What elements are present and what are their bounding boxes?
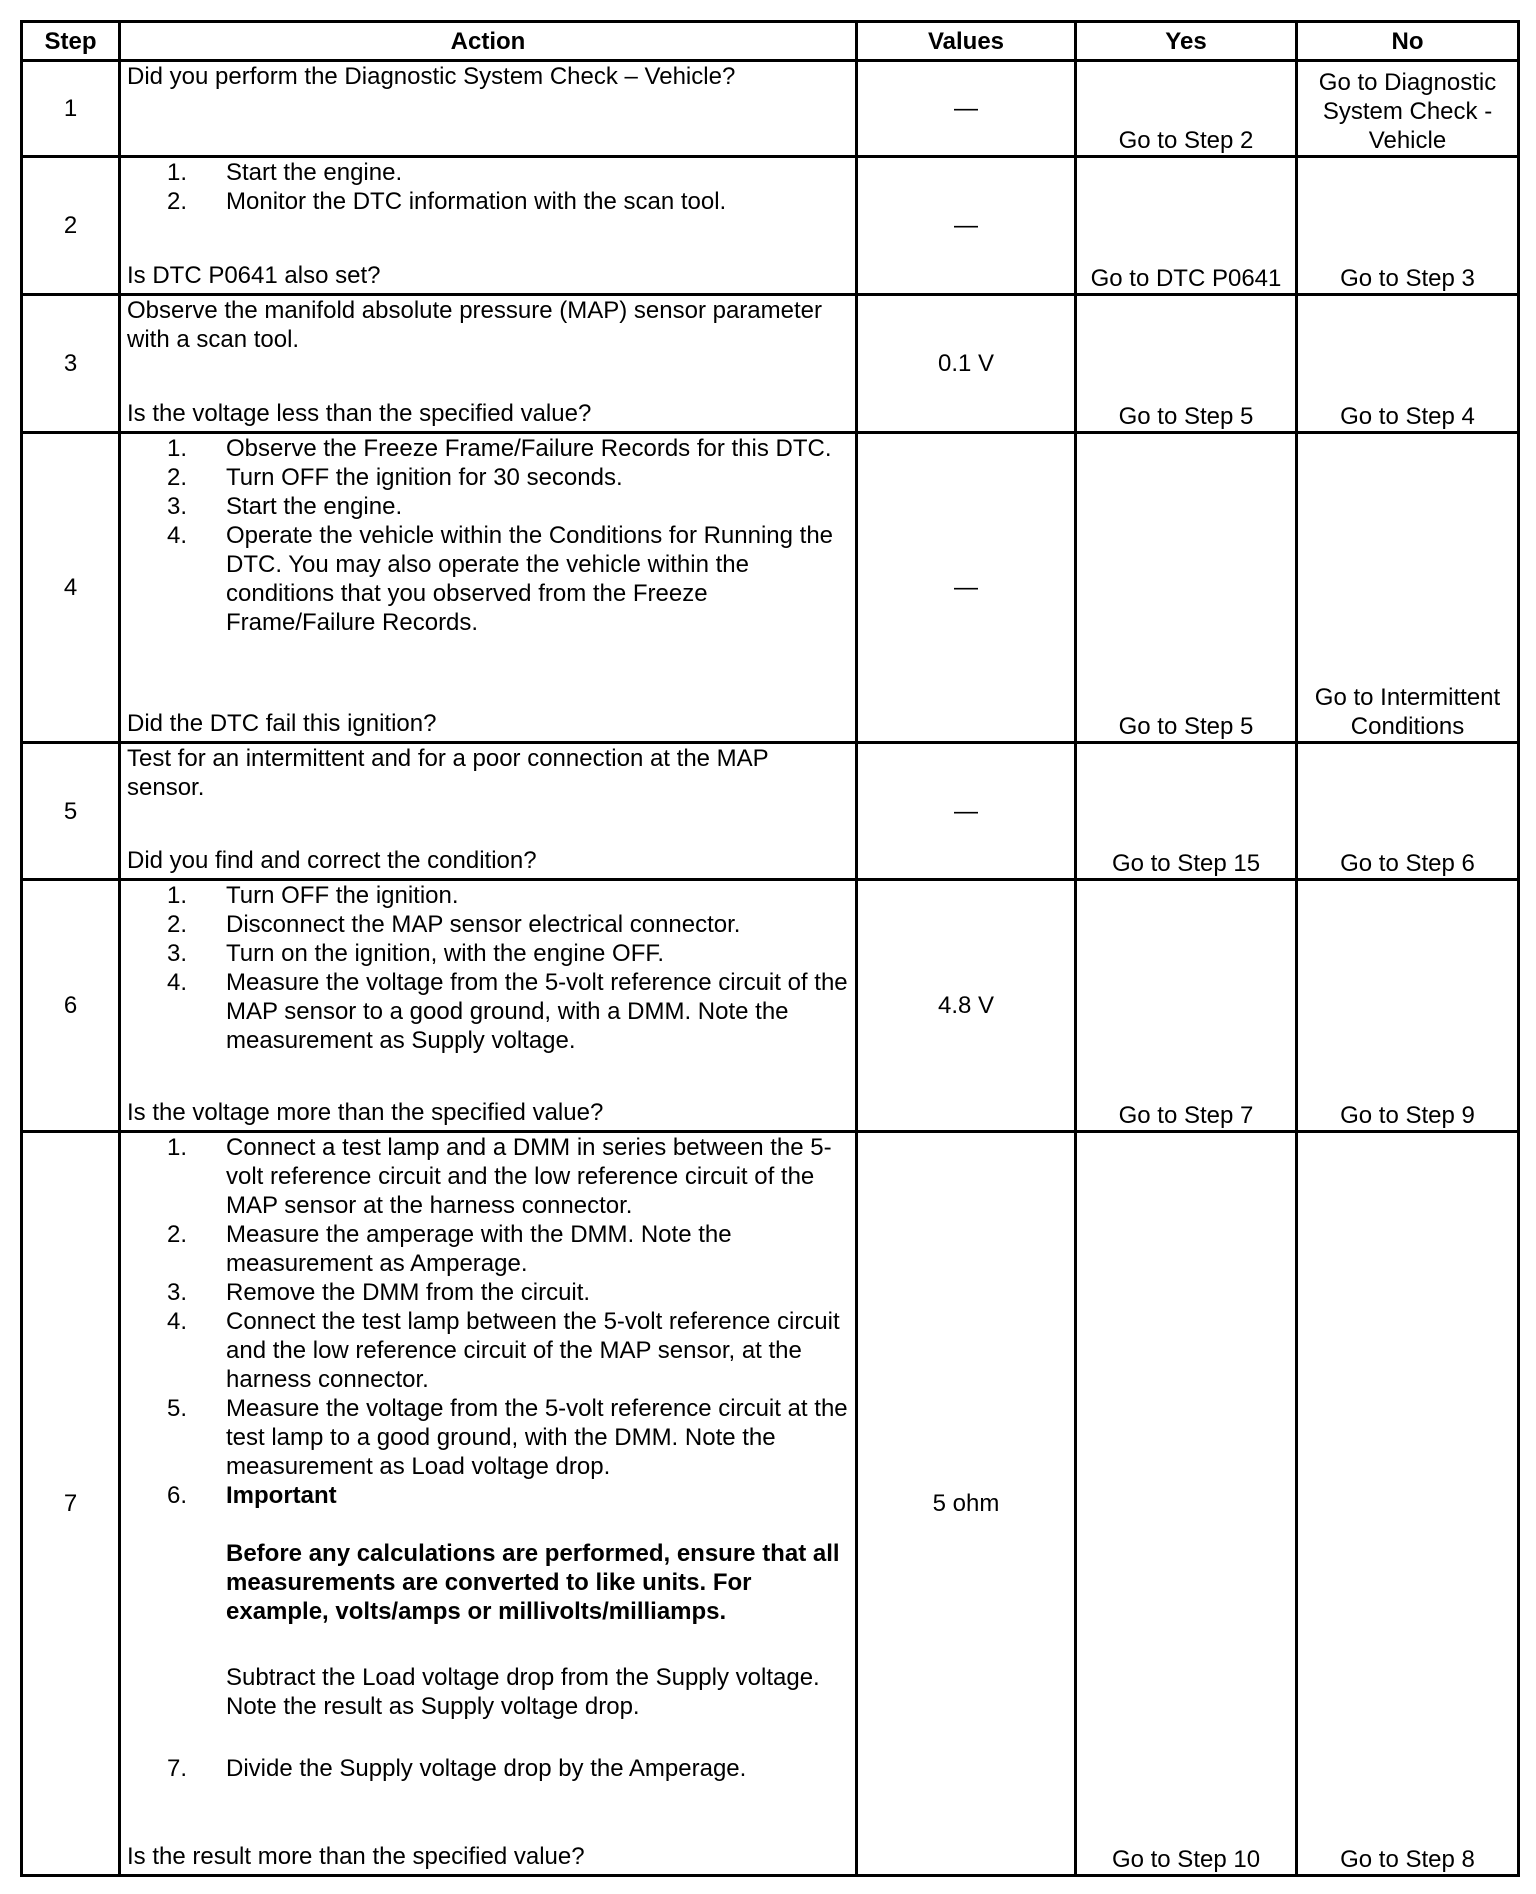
no-cell: Go to Step 4 bbox=[1297, 295, 1519, 433]
no-cell: Go to Step 8 bbox=[1297, 1132, 1519, 1876]
list-item: 3. Turn on the ignition, with the engine OFF. bbox=[166, 940, 665, 967]
action-steps bbox=[127, 1754, 849, 1783]
header-row bbox=[22, 22, 1519, 61]
step-number: 4 bbox=[22, 433, 120, 743]
yes-cell: Go to Step 5 bbox=[1076, 433, 1297, 743]
action-text: Test for an intermittent and for a poor connection at the MAP sensor. bbox=[127, 745, 769, 801]
value-cell: — bbox=[857, 61, 1076, 157]
list-item: 3. Remove the DMM from the circuit. bbox=[166, 1279, 591, 1306]
value-cell: — bbox=[857, 743, 1076, 880]
step-number: 6 bbox=[22, 880, 120, 1132]
action-steps bbox=[127, 881, 849, 1098]
action-steps bbox=[127, 158, 849, 261]
no-cell: Go to Step 3 bbox=[1297, 157, 1519, 295]
action-cell bbox=[120, 743, 857, 880]
yes-cell: Go to Step 10 bbox=[1076, 1132, 1297, 1876]
list-item: 1. Start the engine. bbox=[166, 159, 403, 186]
action-question: Did you find and correct the condition? bbox=[127, 847, 537, 874]
action-text: Observe the manifold absolute pressure (MAP) sensor parameter with a scan tool. bbox=[127, 297, 822, 353]
value-cell: 4.8 V bbox=[857, 880, 1076, 1132]
action-cell bbox=[120, 295, 857, 433]
list-item: 5. Measure the voltage from the 5-volt reference circuit at the test lamp to a good ground, with the DMM. Note the measurement as Load voltage drop. bbox=[166, 1395, 848, 1480]
action-text: Did you perform the Diagnostic System Check – Vehicle? bbox=[127, 63, 736, 90]
important-label: Important bbox=[226, 1482, 337, 1509]
step-number: 3 bbox=[22, 295, 120, 433]
list-item: 2. Monitor the DTC information with the scan tool. bbox=[166, 188, 727, 215]
list-item: 3. Start the engine. bbox=[166, 493, 403, 520]
action-cell bbox=[120, 61, 857, 157]
action-steps bbox=[127, 1133, 849, 1510]
value-cell: 5 ohm bbox=[857, 1132, 1076, 1876]
action-question: Is the voltage more than the specified value? bbox=[127, 1099, 604, 1126]
step-number: 1 bbox=[22, 61, 120, 157]
header-yes: Yes bbox=[1076, 22, 1297, 61]
action-question: Did the DTC fail this ignition? bbox=[127, 710, 437, 737]
action-cell bbox=[120, 433, 857, 743]
important-note: Before any calculations are performed, ensure that all measurements are converted to like units. For example, volts/amps or millivolts/milliamps. bbox=[226, 1540, 840, 1625]
yes-cell: Go to Step 2 bbox=[1076, 61, 1297, 157]
no-cell: Go to Step 9 bbox=[1297, 880, 1519, 1132]
action-question: Is the result more than the specified value? bbox=[127, 1843, 585, 1870]
header-values: Values bbox=[857, 22, 1076, 61]
yes-cell: Go to Step 15 bbox=[1076, 743, 1297, 880]
value-cell: — bbox=[857, 157, 1076, 295]
table-row-step-5 bbox=[22, 743, 1519, 880]
table-row-step-2 bbox=[22, 157, 1519, 295]
action-cell bbox=[120, 1132, 857, 1876]
list-item: 2. Measure the amperage with the DMM. Note the measurement as Amperage. bbox=[166, 1221, 732, 1277]
table-row-step-6 bbox=[22, 880, 1519, 1132]
table-row-step-7 bbox=[22, 1132, 1519, 1876]
list-item: 7. Divide the Supply voltage drop by the Amperage. bbox=[166, 1755, 747, 1782]
table-row-step-1 bbox=[22, 61, 1519, 157]
action-cell bbox=[120, 157, 857, 295]
diagnostic-table bbox=[20, 20, 1520, 1877]
yes-cell: Go to Step 5 bbox=[1076, 295, 1297, 433]
no-cell: Go to Step 6 bbox=[1297, 743, 1519, 880]
list-item: 1. Turn OFF the ignition. bbox=[166, 882, 459, 909]
value-cell: 0.1 V bbox=[857, 295, 1076, 433]
subtract-note: Subtract the Load voltage drop from the Supply voltage. Note the result as Supply voltage drop. bbox=[226, 1664, 820, 1720]
list-item: 2. Turn OFF the ignition for 30 seconds. bbox=[166, 464, 623, 491]
value-cell: — bbox=[857, 433, 1076, 743]
no-cell: Go to Intermittent Conditions bbox=[1297, 433, 1519, 743]
list-item: 4. Connect the test lamp between the 5-volt reference circuit and the low reference circuit of the MAP sensor, at the harness connector. bbox=[166, 1308, 840, 1393]
yes-cell: Go to DTC P0641 bbox=[1076, 157, 1297, 295]
list-item: 4. Measure the voltage from the 5-volt reference circuit of the MAP sensor to a good ground, with a DMM. Note the measurement as Supply voltage. bbox=[166, 969, 848, 1054]
table-row-step-4 bbox=[22, 433, 1519, 743]
step-number: 5 bbox=[22, 743, 120, 880]
list-item: 2. Disconnect the MAP sensor electrical connector. bbox=[166, 911, 741, 938]
action-question: Is the voltage less than the specified value? bbox=[127, 400, 592, 427]
header-no: No bbox=[1297, 22, 1519, 61]
no-cell: Go to Diagnostic System Check - Vehicle bbox=[1297, 61, 1519, 157]
list-item: 4. Operate the vehicle within the Conditions for Running the DTC. You may also operate the vehicle within the conditions that you observed from the Freeze Frame/Failure Records. bbox=[166, 522, 834, 636]
list-item: 1. Observe the Freeze Frame/Failure Records for this DTC. bbox=[166, 435, 832, 462]
header-step: Step bbox=[22, 22, 120, 61]
header-action: Action bbox=[120, 22, 857, 61]
action-question: Is DTC P0641 also set? bbox=[127, 262, 381, 289]
list-item: 6. Important bbox=[127, 1481, 849, 1510]
list-item: 1. Connect a test lamp and a DMM in series between the 5-volt reference circuit and the low reference circuit of the MAP sensor at the harness connector. bbox=[166, 1134, 832, 1219]
step-number: 7 bbox=[22, 1132, 120, 1876]
action-steps bbox=[127, 434, 849, 709]
step-number: 2 bbox=[22, 157, 120, 295]
yes-cell: Go to Step 7 bbox=[1076, 880, 1297, 1132]
table-row-step-3 bbox=[22, 295, 1519, 433]
action-cell bbox=[120, 880, 857, 1132]
